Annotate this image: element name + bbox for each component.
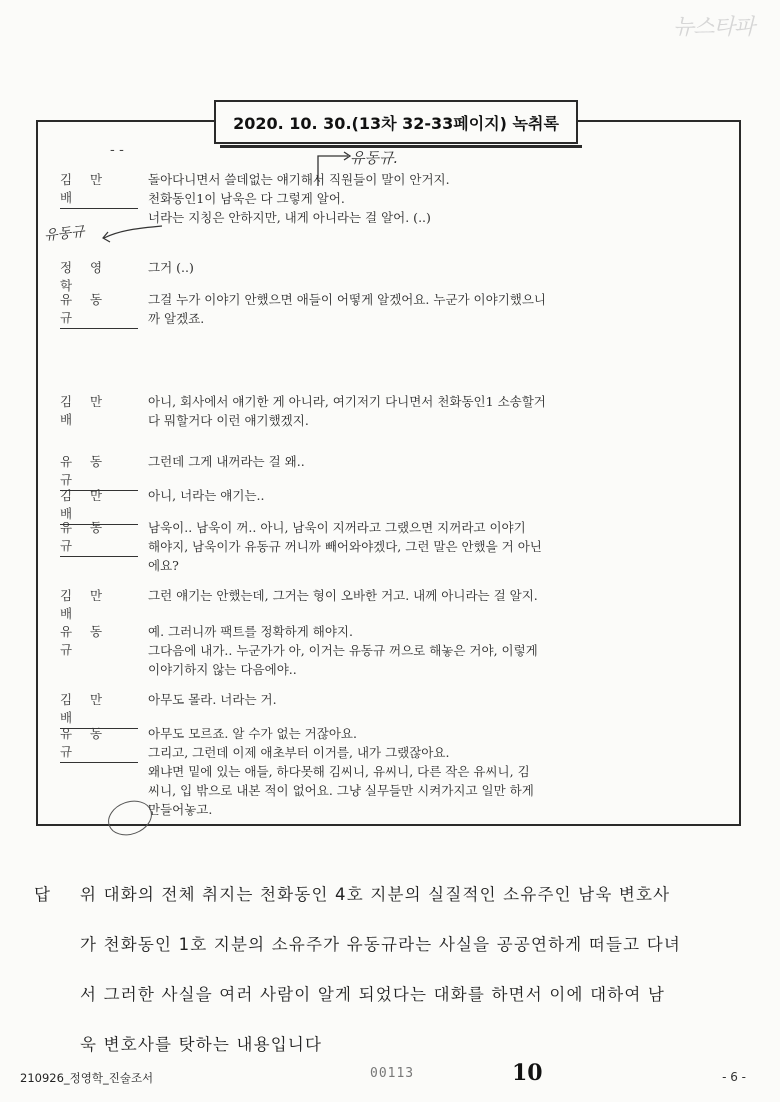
footer-filename: 210926_정영학_진술조서 bbox=[20, 1071, 154, 1085]
watermark: 뉴스타파 bbox=[672, 15, 754, 40]
speech-text: 아무도 몰라. 너라는 거. bbox=[148, 692, 277, 707]
footer-page-number: 10 bbox=[512, 1060, 543, 1086]
speaker-label: 유 동 규 bbox=[60, 624, 110, 657]
speaker-label: 유 동 규 bbox=[60, 724, 138, 763]
dash-marks: - - bbox=[110, 142, 124, 158]
speech-text: 예. 그러니까 팩트를 정확하게 해야지. 그다음에 내가.. 누군가가 아, 이거는 유동규 꺼으로 해놓은 거야, 이렇게 이야기하지 않는 다음에야.. bbox=[148, 624, 538, 677]
speech-text: 그런 얘기는 안했는데, 그거는 형이 오바한 거고. 내께 아니라는 걸 알지. bbox=[148, 588, 538, 603]
speech-text: 그런데 그게 내꺼라는 걸 왜.. bbox=[148, 454, 305, 469]
transcript-title: 2020. 10. 30.(13차 32-33페이지) 녹취록 bbox=[214, 100, 578, 144]
page-footer bbox=[0, 1060, 780, 1088]
speech-text: 돌아다니면서 쓸데없는 얘기해서 직원들이 말이 안거지. 천화동인1이 남욱은 다 그렇게 알어. 너라는 지칭은 안하지만, 내게 아니라는 걸 알어. (..) bbox=[148, 172, 450, 225]
handwritten-note-top: 유동규. bbox=[350, 149, 399, 167]
answer-line: 서 그러한 사실을 여러 사람이 알게 되었다는 대화를 하면서 이에 대하여 남 bbox=[80, 985, 666, 1004]
speech-text: 그거 (..) bbox=[148, 260, 194, 275]
answer-line: 욱 변호사를 탓하는 내용입니다 bbox=[80, 1035, 323, 1054]
answer-line: 위 대화의 전체 취지는 천화동인 4호 지분의 실질적인 소유주인 남욱 변호사 bbox=[80, 885, 671, 904]
speaker-label: 김 만 배 bbox=[60, 394, 110, 427]
speech-text: 그걸 누가 이야기 안했으면 애들이 어떻게 알겠어요. 누군가 이야기했으니 까 알겠죠. bbox=[148, 292, 547, 326]
handwritten-note-left: 유동규 bbox=[43, 223, 86, 245]
speaker-label: 정 영 학 bbox=[60, 260, 110, 293]
speaker-label: 김 만 배 bbox=[60, 690, 138, 729]
speaker-label: 김 만 배 bbox=[60, 170, 138, 209]
answer-text bbox=[80, 870, 756, 1070]
speech-text: 아니, 너라는 얘기는.. bbox=[148, 488, 265, 503]
speech-text: 아무도 모르죠. 알 수가 없는 거잖아요. 그리고, 그런데 이제 애초부터 이거를, 내가 그랬잖아요. 왜냐면 밑에 있는 애들, 하다못해 김씨니, 유씨니, 다른 작은 유씨니, 김 씨니, 입 밖으로 내본 적이 없어요. 그냥 실무들만 시켜가지고 일만 하게 만들어놓고. bbox=[148, 726, 534, 817]
answer-line: 가 천화동인 1호 지분의 소유주가 유동규라는 사실을 공공연하게 떠들고 다녀 bbox=[80, 935, 682, 954]
speaker-label: 김 만 배 bbox=[60, 588, 110, 621]
footer-page: - 6 - bbox=[722, 1070, 746, 1084]
speech-text: 남욱이.. 남욱이 꺼.. 아니, 남욱이 지꺼라고 그랬으면 지꺼라고 이야기 해야지, 남욱이가 유동규 꺼니까 빼어와야겠다, 그런 말은 안했을 거 아닌 에요? bbox=[148, 520, 542, 573]
speaker-label: 유 동 규 bbox=[60, 518, 138, 557]
answer-label: 답 bbox=[34, 885, 50, 904]
speech-text: 아니, 회사에서 얘기한 게 아니라, 여기저기 다니면서 천화동인1 소송할거 다 뭐할거다 이런 얘기했겠지. bbox=[148, 394, 546, 428]
speaker-label: 유 동 규 bbox=[60, 290, 138, 329]
footer-stamp: 00113 bbox=[370, 1066, 415, 1081]
speaker-label: 유 동 규 bbox=[60, 452, 138, 491]
speaker-label: 김 만 배 bbox=[60, 486, 138, 525]
